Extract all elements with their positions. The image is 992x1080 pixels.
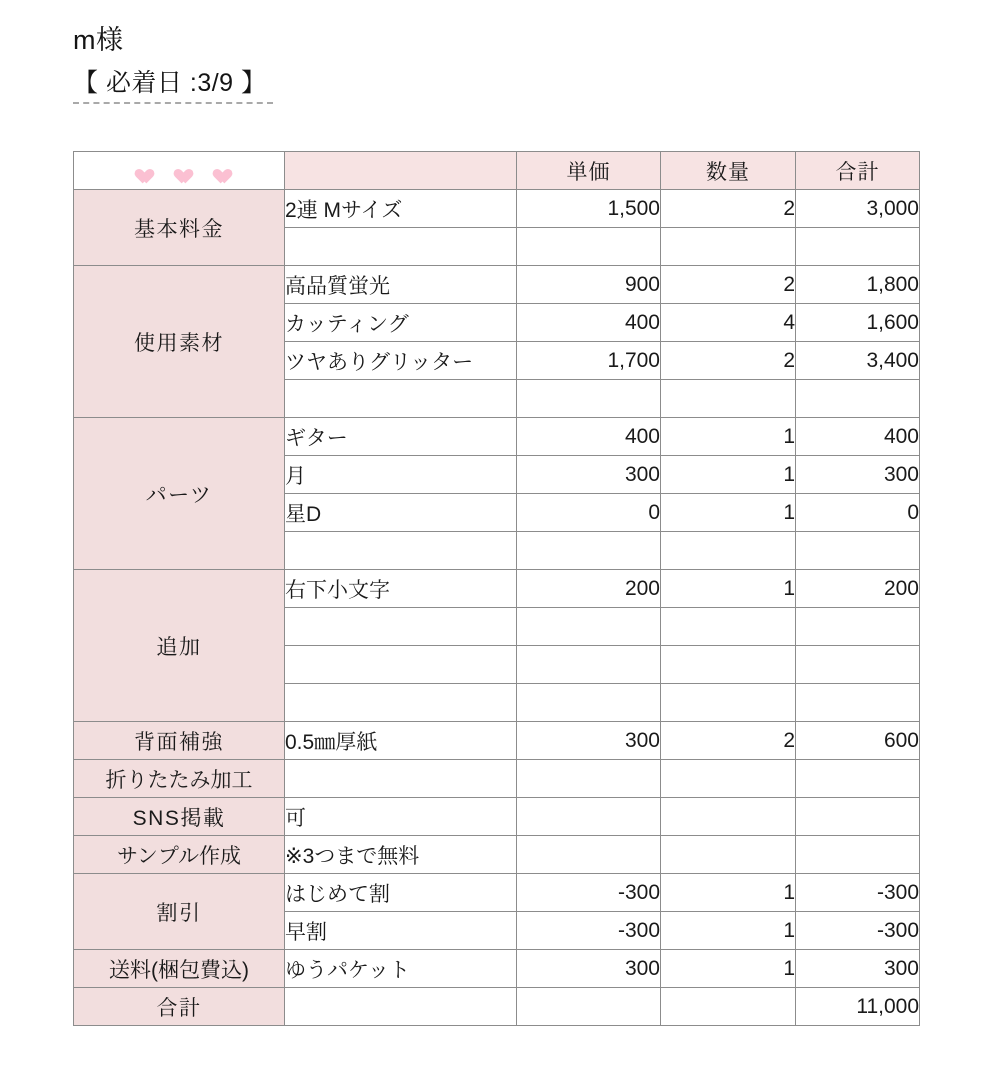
cell-unit-price: 1,500 — [517, 190, 661, 228]
cell-quantity: 2 — [661, 266, 796, 304]
table-row — [74, 722, 920, 760]
cell-quantity: 2 — [661, 722, 796, 760]
heart-icon — [210, 163, 227, 178]
cell-total — [796, 228, 920, 266]
deadline-text: 【 必着日 :3/9 】 — [73, 68, 267, 97]
row-label-1: 使用素材 — [74, 266, 285, 418]
cell-unit-price — [517, 646, 661, 684]
cell-quantity: 2 — [661, 342, 796, 380]
cell-unit-price — [517, 988, 661, 1026]
cell-quantity: 1 — [661, 874, 796, 912]
row-label-10: 合計 — [74, 988, 285, 1026]
cell-unit-price — [517, 380, 661, 418]
row-label-3: 追加 — [74, 570, 285, 722]
cell-quantity: 1 — [661, 456, 796, 494]
cell-unit-price — [517, 798, 661, 836]
cell-item — [285, 646, 517, 684]
table-header — [74, 152, 920, 190]
cell-unit-price: 300 — [517, 456, 661, 494]
cell-quantity: 2 — [661, 190, 796, 228]
table-row — [74, 570, 920, 608]
cell-unit-price: 300 — [517, 950, 661, 988]
row-label-2: パーツ — [74, 418, 285, 570]
row-label-5: 折りたたみ加工 — [74, 760, 285, 798]
cell-item — [285, 684, 517, 722]
table-row — [74, 266, 920, 304]
cell-total: 11,000 — [796, 988, 920, 1026]
cell-item: ツヤありグリッター — [285, 342, 517, 380]
cell-unit-price: -300 — [517, 874, 661, 912]
heart-icon — [132, 163, 149, 178]
cell-total — [796, 798, 920, 836]
cell-quantity — [661, 684, 796, 722]
row-label-9: 送料(梱包費込) — [74, 950, 285, 988]
table-header-row — [74, 152, 920, 190]
cell-total — [796, 646, 920, 684]
cell-item: 月 — [285, 456, 517, 494]
table-row — [74, 950, 920, 988]
cell-item — [285, 988, 517, 1026]
cell-unit-price — [517, 608, 661, 646]
cell-total: -300 — [796, 912, 920, 950]
table-row — [74, 988, 920, 1026]
cell-unit-price: 1,700 — [517, 342, 661, 380]
cell-item: 高品質蛍光 — [285, 266, 517, 304]
cell-quantity — [661, 836, 796, 874]
cell-total — [796, 608, 920, 646]
table-row — [74, 798, 920, 836]
customer-name: m様 — [73, 25, 124, 55]
table-row — [74, 190, 920, 228]
cell-quantity — [661, 646, 796, 684]
row-label-6: SNS掲載 — [74, 798, 285, 836]
row-label-7: サンプル作成 — [74, 836, 285, 874]
cell-item: 早割 — [285, 912, 517, 950]
cell-total: 0 — [796, 494, 920, 532]
column-header-unit-price: 単価 — [517, 152, 661, 190]
cell-total: 600 — [796, 722, 920, 760]
cell-total: 400 — [796, 418, 920, 456]
cell-unit-price: -300 — [517, 912, 661, 950]
table-row — [74, 418, 920, 456]
cell-unit-price — [517, 684, 661, 722]
cell-total: 300 — [796, 950, 920, 988]
cell-quantity — [661, 760, 796, 798]
cell-unit-price — [517, 836, 661, 874]
cell-unit-price — [517, 532, 661, 570]
row-label-8: 割引 — [74, 874, 285, 950]
cell-quantity — [661, 380, 796, 418]
cell-total — [796, 684, 920, 722]
cell-quantity — [661, 608, 796, 646]
deadline-block — [73, 68, 273, 99]
cell-item: 星D — [285, 494, 517, 532]
heart-icon — [171, 163, 188, 178]
cell-unit-price: 200 — [517, 570, 661, 608]
cell-total: 3,400 — [796, 342, 920, 380]
document-header — [73, 24, 673, 99]
cell-quantity — [661, 228, 796, 266]
order-estimate-table — [73, 151, 920, 1026]
cell-total: 200 — [796, 570, 920, 608]
column-header-quantity: 数量 — [661, 152, 796, 190]
cell-quantity — [661, 532, 796, 570]
cell-item: 2連 Mサイズ — [285, 190, 517, 228]
cell-unit-price: 900 — [517, 266, 661, 304]
cell-quantity: 1 — [661, 494, 796, 532]
cell-unit-price — [517, 760, 661, 798]
column-header-item — [285, 152, 517, 190]
cell-total: 1,800 — [796, 266, 920, 304]
cell-total — [796, 532, 920, 570]
cell-total: 3,000 — [796, 190, 920, 228]
cell-item: カッティング — [285, 304, 517, 342]
row-label-4: 背面補強 — [74, 722, 285, 760]
cell-item: 右下小文字 — [285, 570, 517, 608]
cell-total — [796, 836, 920, 874]
cell-quantity: 4 — [661, 304, 796, 342]
cell-item: ギター — [285, 418, 517, 456]
cell-quantity: 1 — [661, 912, 796, 950]
row-label-0: 基本料金 — [74, 190, 285, 266]
cell-item — [285, 532, 517, 570]
cell-item: 可 — [285, 798, 517, 836]
deadline-underline — [73, 102, 273, 104]
cell-item — [285, 380, 517, 418]
table-row — [74, 760, 920, 798]
cell-total: 300 — [796, 456, 920, 494]
heart-decoration-cell — [74, 152, 285, 190]
cell-item — [285, 228, 517, 266]
cell-quantity — [661, 988, 796, 1026]
cell-total — [796, 760, 920, 798]
cell-item: 0.5㎜厚紙 — [285, 722, 517, 760]
cell-unit-price: 400 — [517, 418, 661, 456]
cell-total: -300 — [796, 874, 920, 912]
cell-unit-price: 300 — [517, 722, 661, 760]
cell-item: ゆうパケット — [285, 950, 517, 988]
table-body — [74, 190, 920, 1026]
cell-unit-price: 400 — [517, 304, 661, 342]
cell-total — [796, 380, 920, 418]
cell-unit-price — [517, 228, 661, 266]
cell-item — [285, 760, 517, 798]
cell-quantity: 1 — [661, 950, 796, 988]
cell-total: 1,600 — [796, 304, 920, 342]
table-row — [74, 836, 920, 874]
cell-quantity — [661, 798, 796, 836]
cell-item: ※3つまで無料 — [285, 836, 517, 874]
cell-unit-price: 0 — [517, 494, 661, 532]
cell-quantity: 1 — [661, 418, 796, 456]
column-header-total: 合計 — [796, 152, 920, 190]
table-row — [74, 874, 920, 912]
cell-item: はじめて割 — [285, 874, 517, 912]
cell-quantity: 1 — [661, 570, 796, 608]
cell-item — [285, 608, 517, 646]
